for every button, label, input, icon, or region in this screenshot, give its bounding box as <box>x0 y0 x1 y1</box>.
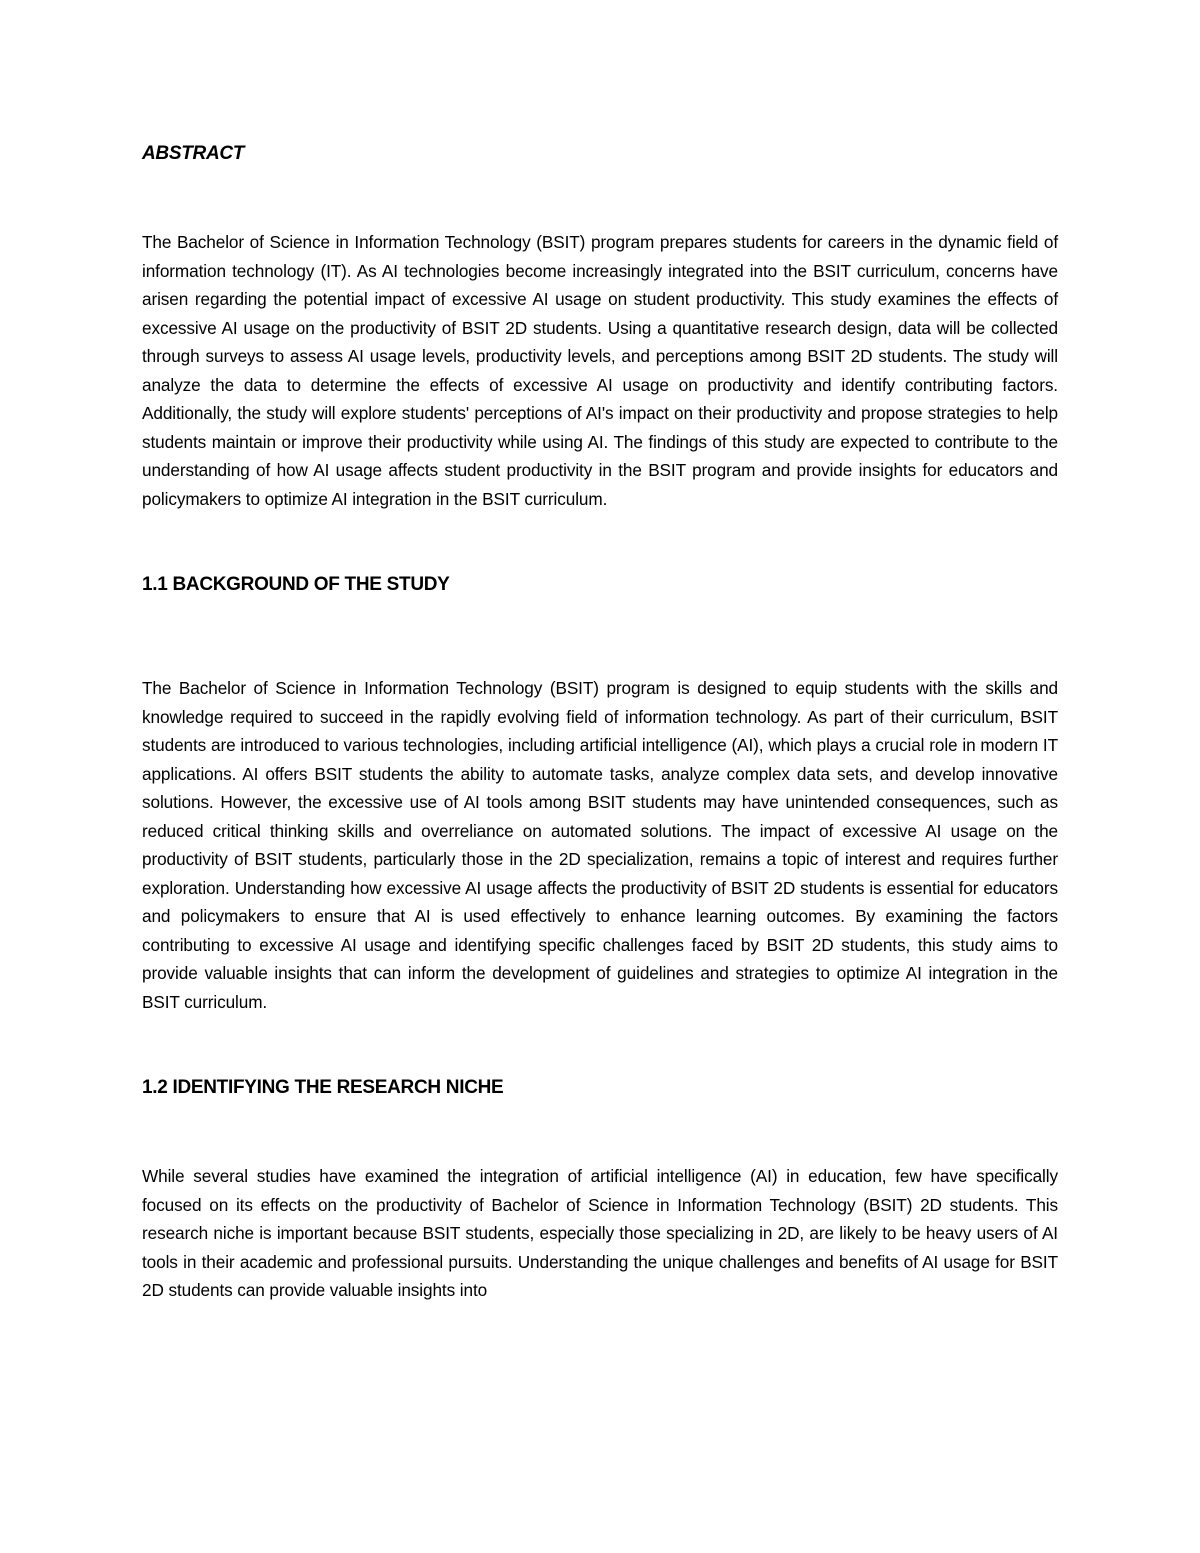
abstract-paragraph: The Bachelor of Science in Information Technology (BSIT) program prepares students for careers in the dynamic field of information technology (IT). As AI technologies become increasingly integrated into the BSIT curriculum, concerns have arisen regarding the potential impact of excessive AI usage on student productivity. This study examines the effects of excessive AI usage on the productivity of BSIT 2D students. Using a quantitative research design, data will be collected through surveys to assess AI usage levels, productivity levels, and perceptions among BSIT 2D students. The study will analyze the data to determine the effects of excessive AI usage on productivity and identify contributing factors. Additionally, the study will explore students' perceptions of AI's impact on their productivity and propose strategies to help students maintain or improve their productivity while using AI. The findings of this study are expected to contribute to the understanding of how AI usage affects student productivity in the BSIT program and provide insights for educators and policymakers to optimize AI integration in the BSIT curriculum. <box>142 232 1058 509</box>
research-niche-heading: 1.2 IDENTIFYING THE RESEARCH NICHE <box>142 1077 504 1098</box>
background-heading: 1.1 BACKGROUND OF THE STUDY <box>142 574 450 595</box>
spacer <box>142 168 1058 228</box>
spacer <box>142 599 1058 674</box>
research-niche-paragraph: While several studies have examined the integration of artificial intelligence (AI) in education, few have specifically focused on its effects on the productivity of Bachelor of Science in Information Technology (BSIT) 2D students. This research niche is important because BSIT students, especially those specializing in 2D, are likely to be heavy users of AI tools in their academic and professional pursuits. Understanding the unique challenges and benefits of AI usage for BSIT 2D students can provide valuable insights into <box>142 1166 1058 1300</box>
spacer <box>142 1016 1058 1074</box>
spacer <box>142 1102 1058 1162</box>
background-paragraph: The Bachelor of Science in Information Technology (BSIT) program is designed to equip students with the skills and knowledge required to succeed in the rapidly evolving field of information technology. As part of their curriculum, BSIT students are introduced to various technologies, including artificial intelligence (AI), which plays a crucial role in modern IT applications. AI offers BSIT students the ability to automate tasks, analyze complex data sets, and develop innovative solutions. However, the excessive use of AI tools among BSIT students may have unintended consequences, such as reduced critical thinking skills and overreliance on automated solutions. The impact of excessive AI usage on the productivity of BSIT students, particularly those in the 2D specialization, remains a topic of interest and requires further exploration. Understanding how excessive AI usage affects the productivity of BSIT 2D students is essential for educators and policymakers to ensure that AI is used effectively to enhance learning outcomes. By examining the factors contributing to excessive AI usage and identifying specific challenges faced by BSIT 2D students, this study aims to provide valuable insights that can inform the development of guidelines and strategies to optimize AI integration in the BSIT curriculum. <box>142 678 1058 1012</box>
abstract-heading: ABSTRACT <box>142 143 245 164</box>
spacer <box>142 513 1058 571</box>
document-body <box>142 140 1058 1305</box>
